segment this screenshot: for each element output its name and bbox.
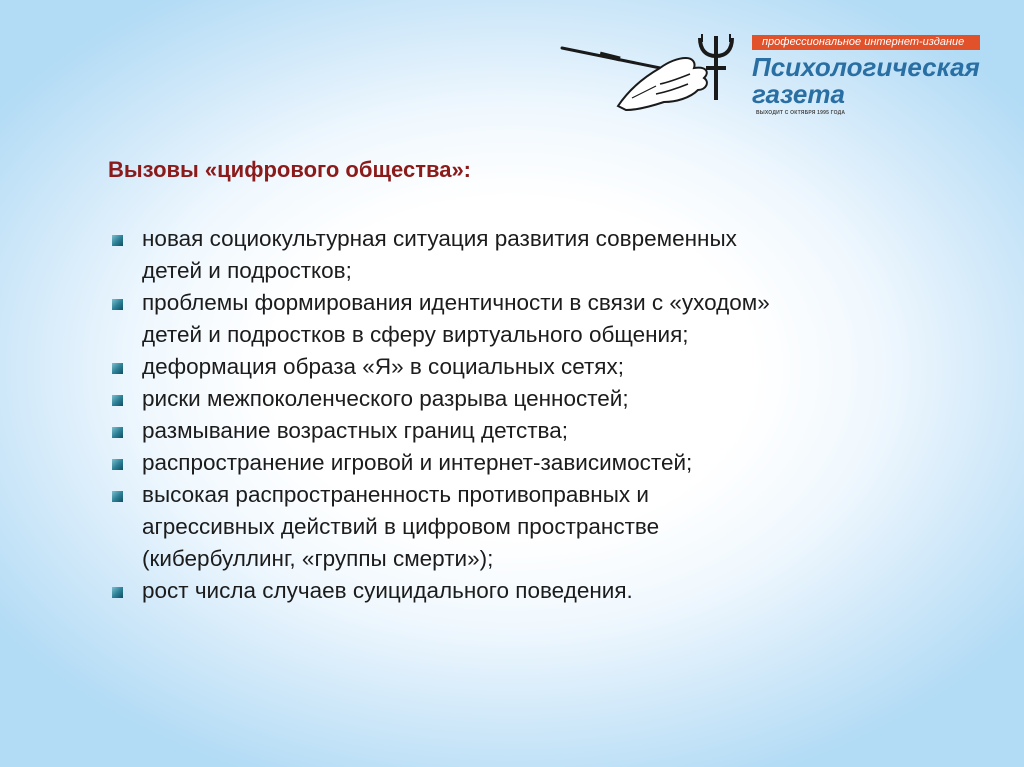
logo-since: ВЫХОДИТ С ОКТЯБРЯ 1995 ГОДА: [756, 110, 846, 116]
square-bullet-icon: [112, 299, 123, 310]
list-item-line: деформация образа «Я» в социальных сетях;: [142, 354, 624, 379]
square-bullet-icon: [112, 363, 123, 374]
logo-name-line1: Психологическая: [752, 52, 980, 82]
list-item-line: проблемы формирования идентичности в связи с «уходом»: [142, 290, 770, 315]
logo-name: [752, 54, 980, 108]
list-item-line: (кибербуллинг, «группы смерти»);: [142, 546, 494, 571]
square-bullet-icon: [112, 395, 123, 406]
logo: [560, 28, 1000, 138]
list-item-line: риски межпоколенческого разрыва ценностей;: [142, 386, 629, 411]
square-bullet-icon: [112, 491, 123, 502]
slide-heading: Вызовы «цифрового общества»:: [108, 157, 472, 182]
list-item-line: распространение игровой и интернет-зависимостей;: [142, 450, 693, 475]
square-bullet-icon: [112, 459, 123, 470]
logo-banner: профессиональное интернет-издание: [752, 35, 980, 50]
logo-name-line2: газета: [752, 79, 845, 109]
list-item: [108, 479, 968, 575]
list-item-line: высокая распространенность противоправных и: [142, 482, 649, 507]
list-item-line: детей и подростков в сферу виртуального общения;: [142, 322, 689, 347]
list-item: [108, 383, 968, 415]
square-bullet-icon: [112, 235, 123, 246]
list-item: [108, 447, 968, 479]
list-item-line: рост числа случаев суицидального поведения.: [142, 578, 633, 603]
list-item-line: агрессивных действий в цифровом пространстве: [142, 514, 660, 539]
list-item-line: детей и подростков;: [142, 258, 352, 283]
list-item-line: размывание возрастных границ детства;: [142, 418, 568, 443]
square-bullet-icon: [112, 587, 123, 598]
square-bullet-icon: [112, 427, 123, 438]
hand-with-pen-icon: [560, 28, 750, 138]
main-content: [108, 155, 968, 607]
list-item: [108, 287, 968, 351]
list-item: [108, 575, 968, 607]
list-item: [108, 223, 968, 287]
list-item: [108, 415, 968, 447]
list-item-line: новая социокультурная ситуация развития современных: [142, 226, 737, 251]
challenges-list: [108, 223, 968, 607]
list-item: [108, 351, 968, 383]
